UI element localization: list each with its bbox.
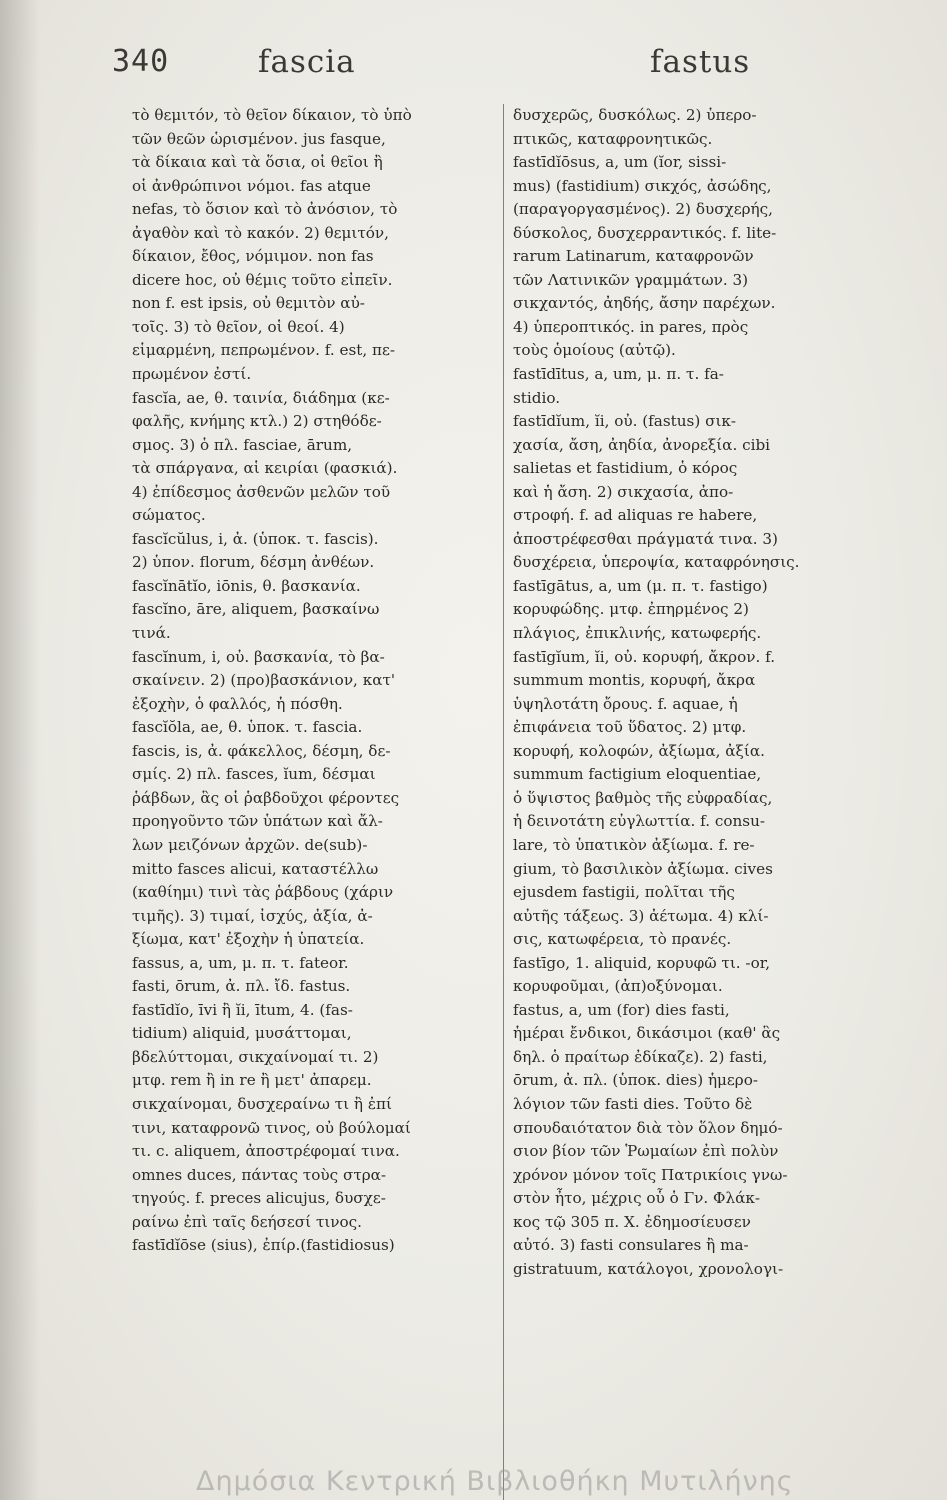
text-line: σώματος. — [132, 506, 206, 525]
text-line: (παραγοργασμένος). 2) δυσχερής, — [513, 200, 773, 219]
text-line: ōrum, ἀ. πλ. (ὑποκ. dies) ἡμερο- — [513, 1071, 759, 1090]
text-line: 4) ὑπεροπτικός. in pares, πρὸς — [513, 317, 749, 336]
text-line: fascĭnum, i, οὐ. βασκανία, τὸ βα- — [132, 647, 385, 666]
text-line: fassus, a, um, μ. π. τ. fateor. — [132, 953, 349, 972]
text-line: κορυφοῦμαι, (ἀπ)οξύνομαι. — [513, 977, 723, 996]
text-line: fastīdītus, a, um, μ. π. τ. fa- — [513, 365, 724, 384]
text-line: 4) ἐπίδεσμος ἀσθενῶν μελῶν τοῦ — [132, 482, 391, 501]
text-line: χρόνον μόνον τοῖς Πατρικίοις γνω- — [513, 1165, 788, 1184]
text-line: 2) ὑπον. florum, δέσμη ἀνθέων. — [132, 553, 375, 572]
text-line: δυσχερῶς, δυσκόλως. 2) ὑπερο- — [513, 106, 757, 124]
text-line: non f. est ipsis, οὐ θεμιτὸν αὐ- — [132, 294, 365, 313]
left-guide-word: fascia — [258, 44, 356, 80]
text-line: ὑψηλοτάτη ὄρους. f. aquae, ἡ — [513, 694, 738, 713]
text-line: τιμῆς). 3) τιμαί, ἰσχύς, ἀξία, ἀ- — [132, 906, 373, 925]
text-line: fastīgo, 1. aliquid, κορυφῶ τι. -or, — [513, 953, 771, 972]
text-line: καὶ ἡ ἄση. 2) σικχασία, ἀπο- — [513, 482, 734, 501]
text-line: salietas et fastidium, ὁ κόρος — [513, 459, 738, 478]
text-line: δηλ. ὁ πραίτωρ ἐδίκαζε). 2) fasti, — [513, 1047, 768, 1066]
text-line: εἱμαρμένη, πεπρωμένον. f. est, πε- — [132, 341, 396, 360]
text-line: tidium) aliquid, μυσάττομαι, — [132, 1024, 352, 1043]
text-line: fastīdĭōse (sius), ἐπίρ.(fastidiosus) — [132, 1236, 395, 1255]
text-line: λων μειζόνων ἀρχῶν. de(sub)- — [132, 835, 368, 854]
text-line: τι. c. aliquem, ἀποστρέφομαί τινα. — [132, 1142, 400, 1161]
text-line: κορυφή, κολοφών, ἀξίωμα, ἀξία. — [513, 741, 765, 760]
text-line: τῶν θεῶν ὡρισμένον. jus fasque, — [132, 129, 386, 148]
text-line: fastīgātus, a, um (μ. π. τ. fastigo) — [513, 576, 768, 595]
text-line: ἡ δεινοτάτη εὐγλωττία. f. consu- — [513, 812, 765, 831]
column-divider — [503, 104, 504, 1500]
text-line: gistratuum, κατάλογοι, χρονολογι- — [513, 1259, 784, 1278]
text-line: τὸ θεμιτόν, τὸ θεῖον δίκαιον, τὸ ὑπὸ — [132, 106, 412, 124]
text-line: λόγιον τῶν fasti dies. Τοῦτο δὲ — [513, 1094, 753, 1113]
text-line: αὐτῆς τάξεως. 3) ἀέτωμα. 4) κλί- — [513, 906, 769, 925]
text-line: σμος. 3) ὁ πλ. fasciae, ārum, — [132, 435, 353, 454]
text-line: ξίωμα, κατ' ἐξοχὴν ἡ ὑπατεία. — [132, 930, 365, 949]
text-line: σις, κατωφέρεια, τὸ πρανές. — [513, 930, 732, 949]
text-line: τηγούς. f. preces alicujus, δυσχε- — [132, 1189, 386, 1208]
gutter-shadow — [0, 0, 40, 1500]
text-line: δίκαιον, ἔθος, νόμιμον. non fas — [132, 247, 374, 266]
text-line: gium, τὸ βασιλικὸν ἀξίωμα. cives — [513, 859, 773, 878]
text-line: fascĭnātĭo, iōnis, θ. βασκανία. — [132, 576, 361, 595]
text-line: τινι, καταφρονῶ τινος, οὐ βούλομαί — [132, 1118, 411, 1137]
text-line: summum montis, κορυφή, ἄκρα — [513, 671, 756, 690]
text-line: βδελύττομαι, σικχαίνομαί τι. 2) — [132, 1047, 379, 1066]
text-line: πλάγιος, ἐπικλινής, κατωφερής. — [513, 624, 762, 643]
text-line: ραίνω ἐπὶ ταῖς δεήσεσί τινος. — [132, 1212, 363, 1231]
text-line: τοὺς ὁμοίους (αὐτῷ). — [513, 341, 676, 360]
text-line: ἀποστρέφεσθαι πράγματά τινα. 3) — [513, 529, 778, 548]
text-line: stidio. — [513, 388, 561, 407]
text-line: fasti, ōrum, ἀ. πλ. ἴδ. fastus. — [132, 977, 351, 996]
text-line: μτφ. rem ἢ in re ἢ μετ' ἀπαρεμ. — [132, 1071, 372, 1090]
text-line: σικχαίνομαι, δυσχεραίνω τι ἢ ἐπί — [132, 1094, 392, 1113]
text-line: τῶν Λατινικῶν γραμμάτων. 3) — [513, 270, 749, 289]
text-line: fastus, a, um (for) dies fasti, — [513, 1000, 730, 1019]
text-line: στροφή. f. ad aliquas re habere, — [513, 506, 758, 525]
text-line: τινά. — [132, 624, 171, 643]
text-line: dicere hoc, οὐ θέμις τοῦτο εἰπεῖν. — [132, 270, 393, 289]
text-line: fastīdĭōsus, a, um (ĭor, sissi- — [513, 153, 727, 172]
text-line: (καθίημι) τινὶ τὰς ῥάβδους (χάριν — [132, 883, 394, 902]
text-line: κος τῷ 305 π. Χ. ἐδημοσίευσεν — [513, 1212, 751, 1231]
text-line: στὸν ἦτο, μέχρις οὗ ὁ Γν. Φλάκ- — [513, 1189, 760, 1208]
text-line: ἀγαθὸν καὶ τὸ κακόν. 2) θεμιτόν, — [132, 223, 389, 242]
text-line: ἐξοχὴν, ὁ φαλλός, ἡ πόσθη. — [132, 694, 343, 713]
text-line: fascĭcŭlus, i, ἀ. (ὑποκ. τ. fascis). — [132, 529, 379, 548]
text-line: ὁ ὕψιστος βαθμὸς τῆς εὐφραδίας, — [513, 788, 773, 807]
text-line: nefas, τὸ ὅσιον καὶ τὸ ἀνόσιον, τὸ — [132, 200, 398, 219]
text-line: δυσχέρεια, ὑπεροψία, καταφρόνησις. — [513, 553, 800, 572]
text-line: summum factigium eloquentiae, — [513, 765, 762, 784]
text-line: mitto fasces alicui, καταστέλλω — [132, 859, 379, 878]
text-line: ejusdem fastigii, πολῖται τῆς — [513, 883, 735, 902]
text-line: fastīgĭum, ĭi, οὐ. κορυφή, ἄκρον. f. — [513, 647, 776, 666]
text-line: κορυφώδης. μτφ. ἐπηρμένος 2) — [513, 600, 749, 619]
text-line: σκαίνειν. 2) (προ)βασκάνιον, κατ' — [132, 671, 396, 690]
text-line: τὰ δίκαια καὶ τὰ ὅσια, οἱ θεῖοι ἢ — [132, 153, 383, 172]
text-line: οἱ ἀνθρώπινοι νόμοι. fas atque — [132, 176, 371, 195]
text-line: fascĭa, ae, θ. ταινία, διάδημα (κε- — [132, 388, 390, 407]
text-line: ἐπιφάνεια τοῦ ὕδατος. 2) μτφ. — [513, 718, 747, 737]
text-line: δύσκολος, δυσχερραντικός. f. lite- — [513, 223, 777, 242]
text-line: χασία, ἄση, ἀηδία, ἀνορεξία. cibi — [513, 435, 771, 454]
text-line: σπουδαιότατον διὰ τὸν ὅλον δημό- — [513, 1118, 783, 1137]
page-number: 340 — [112, 44, 170, 79]
text-line: σμίς. 2) πλ. fasces, ĭum, δέσμαι — [132, 765, 376, 784]
text-line: αὐτό. 3) fasti consulares ἢ ma- — [513, 1236, 749, 1255]
text-line: fastīdĭo, īvi ἢ ĭi, ītum, 4. (fas- — [132, 1000, 353, 1019]
text-line: σιον βίον τῶν Ῥωμαίων ἐπὶ πολὺν — [513, 1142, 779, 1161]
left-column — [132, 104, 494, 1258]
text-line: omnes duces, πάντας τοὺς στρα- — [132, 1165, 387, 1184]
text-line: πρωμένον ἐστί. — [132, 365, 252, 384]
text-line: τὰ σπάργανα, αἱ κειρίαι (φασκιά). — [132, 459, 398, 478]
text-line: τοῖς. 3) τὸ θεῖον, οἱ θεοί. 4) — [132, 317, 345, 336]
text-line: σικχαντός, ἀηδής, ἄσην παρέχων. — [513, 294, 776, 313]
text-line: rarum Latinarum, καταφρονῶν — [513, 247, 754, 266]
text-line: προηγοῦντο τῶν ὑπάτων καὶ ἄλ- — [132, 812, 383, 831]
library-watermark: Δημόσια Κεντρική Βιβλιοθήκη Μυτιλήνης — [196, 1466, 794, 1497]
text-line: fascĭno, āre, aliquem, βασκαίνω — [132, 600, 380, 619]
text-line: ἡμέραι ἔνδικοι, δικάσιμοι (καθ' ἃς — [513, 1024, 781, 1043]
right-column — [513, 104, 886, 1281]
right-guide-word: fastus — [650, 44, 751, 80]
text-line: fastīdĭum, ĭi, οὐ. (fastus) σικ- — [513, 412, 737, 431]
text-line: ῥάβδων, ἃς οἱ ῥαβδοῦχοι φέροντες — [132, 788, 400, 807]
text-line: fascis, is, ἀ. φάκελλος, δέσμη, δε- — [132, 741, 391, 760]
text-line: φαλῆς, κνήμης κτλ.) 2) στηθόδε- — [132, 412, 382, 431]
text-line: πτικῶς, καταφρονητικῶς. — [513, 129, 713, 148]
text-line: fascĭŏla, ae, θ. ὑποκ. τ. fascia. — [132, 718, 363, 737]
text-line: mus) (fastidium) σικχός, ἀσώδης, — [513, 176, 772, 195]
text-line: lare, τὸ ὑπατικὸν ἀξίωμα. f. re- — [513, 835, 755, 854]
